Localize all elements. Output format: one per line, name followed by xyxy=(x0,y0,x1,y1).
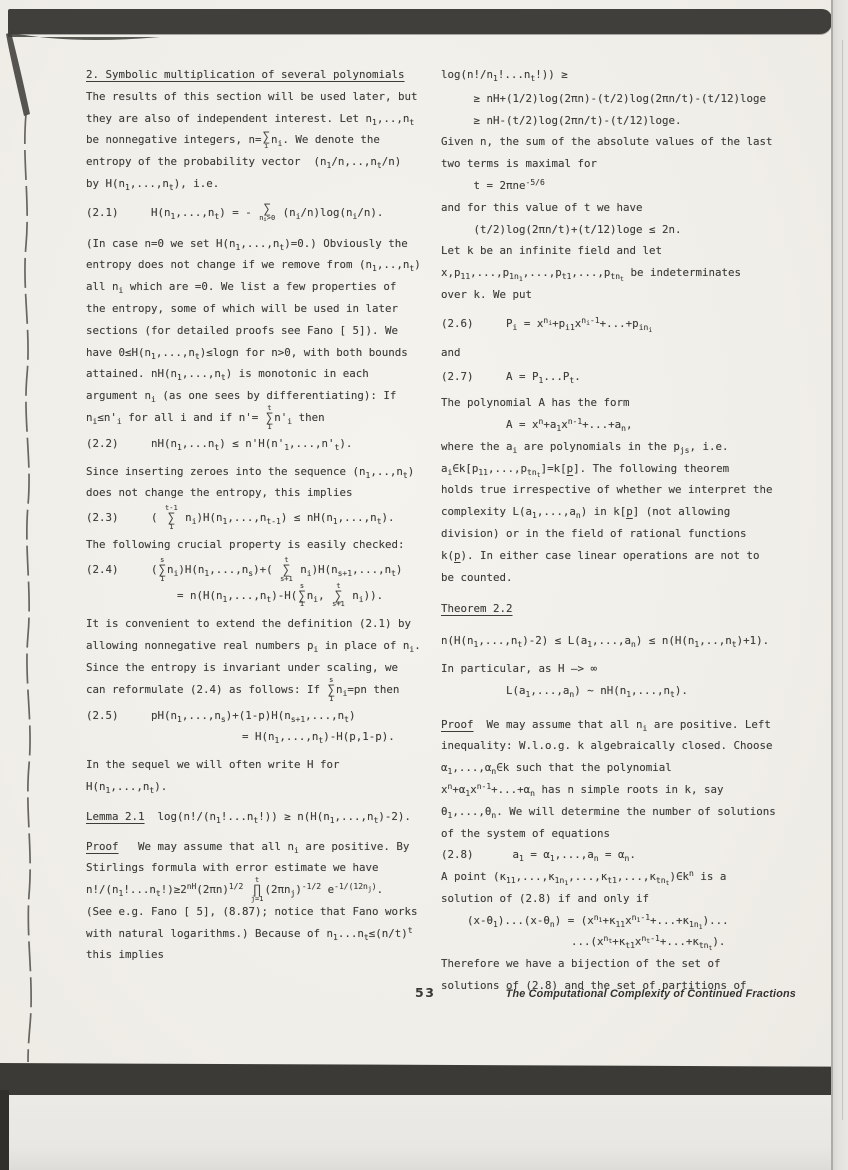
text-line: (2.7) $A = P_1...P_t$. xyxy=(441,370,581,386)
text-line: solutions of (2.8) and the set of partitions of xyxy=(441,979,747,993)
text-line: (In case n=0 we set $H(n_1,...,n_t)=0$.) Obviously the xyxy=(86,236,408,252)
text-line: be nonnegative integers, n= ∑ i $n_i$. We denote the xyxy=(86,128,380,150)
text-line: ≥ nH+(1/2)log(2πn)-(t/2)log(2πn/t)-(t/12)loge xyxy=(441,91,767,105)
text-line: (2.1) $H(n_1,...,n_t)$ = - ∑ $n_i>0$ $(n_i/n)\log(n_i/n)$. xyxy=(86,201,384,224)
text-line: $H(n_1,...,n_t)$. xyxy=(86,779,168,795)
text-line: this implies xyxy=(86,948,165,962)
text-line: It is convenient to extend the definition (2.1) by xyxy=(86,617,412,631)
text-line: $A = x^n+a_1x^{n-1}+...+a_n$, xyxy=(441,416,633,433)
text-line: two terms is maximal for xyxy=(441,157,598,171)
text-line: Since the entropy is invariant under scaling, we xyxy=(86,660,399,674)
text-line: be counted. xyxy=(441,570,513,584)
text-line: of the system of equations xyxy=(441,826,611,840)
text-line: (2.5) $pH(n_1,...,n_s)+(1-p)H(n_{s+1},...,n_t)$ xyxy=(86,708,356,724)
text-line: over k. We put xyxy=(441,287,533,301)
text-line: $a_i\in k[p_{11},...,p_{tn_t}]=k[p]$. The following theorem xyxy=(441,461,730,479)
text-line: Therefore we have a bijection of the set of xyxy=(441,957,721,971)
book-bottom-edge xyxy=(0,1063,838,1099)
text-line: The results of this section will be used later, but xyxy=(86,89,418,103)
text-line: sections (for detailed proofs see Fano [ 5]). We xyxy=(86,323,399,337)
text-line: $L(a_1,...,a_n)$ ∼ $nH(n_1,...,n_t)$. xyxy=(441,683,688,699)
text-line: In the sequel we will often write H for xyxy=(86,758,340,772)
text-line: Proof We may assume that all $n_i$ are positive. By xyxy=(86,839,410,855)
text-line: (See e.g. Fano [ 5], (8.87); notice that Fano works xyxy=(86,904,418,918)
text-line: can reformulate (2.4) as follows: If s ∑ 1 $n_i=pn$ then xyxy=(86,675,400,703)
text-line: $\alpha_1,...,\alpha_n\in k$ such that the polynomial xyxy=(441,761,672,777)
book-top-edge xyxy=(8,9,832,34)
text-line: $...(x^{n_t}+\kappa_{t1}x^{n_t-1}+...+\kappa_{tn_t})$. xyxy=(441,934,726,953)
text-line: attained. $nH(n_1,...,n_t)$ is monotonic in each xyxy=(86,367,369,383)
text-line: $n(H(n_1,...,n_t)-2) \le L(a_1,...,a_n) \le n(H(n_1,..,n_t)+1)$. xyxy=(441,634,770,650)
text-line: Lemma 2.1 $\log(n!/(n_1!...n_t!)) \ge n(H(n_1,...,n_t)-2)$. xyxy=(86,809,411,825)
page-edge-strip xyxy=(831,0,848,1170)
text-line: Since inserting zeroes into the sequence $(n_1,..,n_t)$ xyxy=(86,464,415,480)
text-line: = $n(H(n_1,...,n_t)-H$( s ∑ 1 $n_i$, t ∑ s+1 $n_i$)). xyxy=(86,581,384,609)
text-line: ≥ nH-(t/2)log(2πn/t)-(t/12)loge. xyxy=(441,113,682,127)
left-text-column xyxy=(86,64,434,966)
text-line: and for this value of t we have xyxy=(441,200,643,214)
running-title: The Computational Complexity of Continued Fractions xyxy=(505,988,796,1000)
text-line: solution of (2.8) if and only if xyxy=(441,891,650,905)
page-edge-line xyxy=(842,40,843,1120)
text-line: In particular, as H —> ∞ xyxy=(441,661,598,675)
text-line: A point $(\kappa_{11},...,\kappa_{1n_1},...,\kappa_{t1},...,\kappa_{tn_t})\in k^n$ is a xyxy=(441,869,727,888)
text-line: Stirlings formula with error estimate we have xyxy=(86,861,379,875)
text-line: inequality: W.l.o.g. k algebraically closed. Choose xyxy=(441,739,773,753)
text-line: division) or in the field of rational functions xyxy=(441,526,747,540)
text-line: with natural logarithms.) Because of $n_1...n_t\le(n/t)^t$ xyxy=(86,925,413,942)
text-line: holds true irrespective of whether we interpret the xyxy=(441,483,773,497)
text-line: argument $n_i$ (as one sees by differentiating): If xyxy=(86,389,397,405)
text-line: (2.8) $a_1 = \alpha_1,...,a_n = \alpha_n$. xyxy=(441,848,636,864)
text-line: by $H(n_1,...,n_t)$, i.e. xyxy=(86,176,220,192)
text-line: 2. Symbolic multiplication of several polynomials xyxy=(86,68,405,81)
scanner-background xyxy=(0,1095,848,1170)
text-line: complexity $L(a_1,...,a_n)$ in k[p] (not allowing xyxy=(441,505,731,521)
page-number: 53 xyxy=(415,985,436,1000)
text-line: $x,p_{11},...,p_{1n_1},...,p_{t1},...,p_{tn_t}$ be indeterminates xyxy=(441,266,741,284)
text-line: where the $a_i$ are polynomials in the $p_{js}$, i.e. xyxy=(441,439,729,455)
text-line: (2.3) ( t-1 ∑ 1 $n_i)H(n_1,...,n_{t-1}) \le nH(n_1,...,n_t)$. xyxy=(86,504,395,532)
text-line: (2.2) $nH(n_1,...n_t) \le n'H(n'_1,...,n'_t)$. xyxy=(86,436,353,452)
text-line: the entropy, some of which will be used in later xyxy=(86,301,399,315)
text-line: Theorem 2.2 xyxy=(441,602,513,616)
text-line: = $H(n_1,...,n_t)-H(p,1-p)$. xyxy=(86,730,395,746)
text-line: Given n, the sum of the absolute values of the last xyxy=(441,135,773,149)
text-line: $n!/(n_1!...n_t!)\ge 2^{nH}(2\pi n)^{1/2}$ t ∏ j=1 $(2\pi n_j)^{-1/2}$ $e^{-1/(12n_j)}$. xyxy=(86,876,384,904)
text-line: $\theta_1,...,\theta_n$. We will determine the number of solutions xyxy=(441,804,776,820)
text-line: Proof We may assume that all $n_i$ are positive. Left xyxy=(441,717,771,733)
text-line: allowing nonnegative real numbers $p_i$ in place of $n_i$. xyxy=(86,639,421,655)
text-line: $\log(n!/n_1!...n_t!)$) ≥ xyxy=(441,68,568,83)
text-line: all $n_i$ which are =0. We list a few properties of xyxy=(86,280,397,296)
text-line: does not change the entropy, this implies xyxy=(86,486,353,500)
text-line: The following crucial property is easily checked: xyxy=(86,537,405,551)
text-line: entropy of the probability vector $(n_1/n,..,n_t/n)$ xyxy=(86,155,402,171)
text-line: (2.4) ( s ∑ 1 $n_i)H(n_1,...,n_s)+$( t ∑ s+1 $n_i)H(n_{s+1},...,n_t)$ xyxy=(86,555,403,583)
right-text-column xyxy=(441,64,807,997)
text-line: have $0\le H(n_1,...,n_t)\le\log n$ for n>0, with both bounds xyxy=(86,345,408,361)
book-spine-bottom-sliver xyxy=(0,1090,9,1170)
text-line: Let k be an infinite field and let xyxy=(441,244,663,258)
text-line: k(p). In either case linear operations are not to xyxy=(441,548,760,562)
text-line: t = 2πne$^{-5/6}$ xyxy=(441,177,545,192)
text-line: entropy does not change if we remove from $(n_1,..,n_t)$ xyxy=(86,258,421,274)
text-line: (2.6) $P_i = x^{n_i}+p_{i1}x^{n_i-1}+...+p_{in_i}$ xyxy=(441,315,653,334)
text-line: $n_i\le n'_i$ for all i and if n'= t ∑ 1 $n'_i$ then xyxy=(86,404,325,431)
text-line: $x^n+\alpha_1x^{n-1}+...+\alpha_n$ has n simple roots in k, say xyxy=(441,781,724,798)
text-line: and xyxy=(441,345,461,359)
text-line: they are also of independent interest. Let $n_1,..,n_t$ xyxy=(86,111,415,127)
text-line: $(x-\theta_1)...(x-\theta_n) = (x^{n_1}+\kappa_{11}x^{n_1-1}+...+\kappa_{1n_1})$... xyxy=(441,912,729,931)
text-line: (t/2)log(2πn/t)+(t/12)loge ≤ 2n. xyxy=(441,222,682,236)
text-line: The polynomial A has the form xyxy=(441,396,630,410)
